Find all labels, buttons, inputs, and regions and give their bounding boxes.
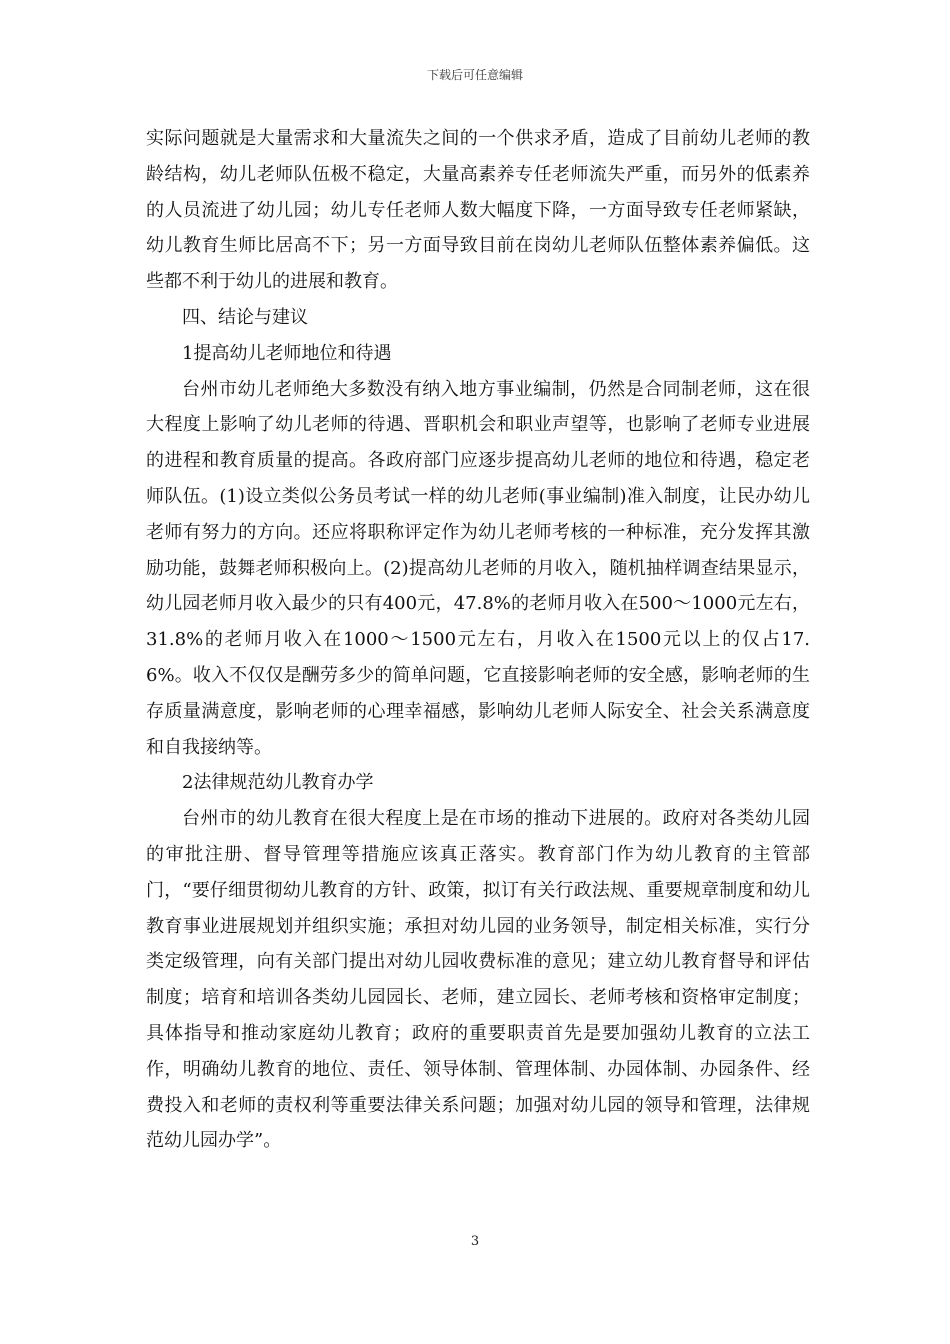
paragraph-legal-regulation: 台州市的幼儿教育在很大程度上是在市场的推动下进展的。政府对各类幼儿园的审批注册、督导管理等措施应该真正落实。教育部门作为幼儿教育的主管部门，“要仔细贯彻幼儿教育的方针、政策，拟订有关行政法规、重要规章制度和幼儿教育事业进展规划并组织实施；承担对幼儿园的业务领导，制定相关标准，实行分类定级管理，向有关部门提出对幼儿园收费标准的意见；建立幼儿教育督导和评估制度；培育和培训各类幼儿园园长、老师，建立园长、老师考核和资格审定制度；具体指导和推动家庭幼儿教育；政府的重要职责首先是要加强幼儿教育的立法工作，明确幼儿教育的地位、责任、领导体制、管理体制、办园体制、办园条件、经费投入和老师的责权利等重要法律关系问题；加强对幼儿园的领导和管理，法律规范幼儿园办学”。 <box>146 808 810 1152</box>
body-text <box>146 121 810 1159</box>
section-heading-conclusions: 四、结论与建议 <box>182 306 308 328</box>
paragraph-continuation: 实际问题就是大量需求和大量流失之间的一个供求矛盾，造成了目前幼儿老师的教龄结构，幼儿老师队伍极不稳定，大量高素养专任老师流失严重，而另外的低素养的人员流进了幼儿园；幼儿专任老师人数大幅度下降，一方面导致专任老师紧缺，幼儿教育生师比居高不下；另一方面导致目前在岗幼儿老师队伍整体素养偏低。这些都不利于幼儿的进展和教育。 <box>146 128 810 293</box>
page-number: 3 <box>470 1234 480 1249</box>
paragraph-status-and-pay: 台州市幼儿老师绝大多数没有纳入地方事业编制，仍然是合同制老师，这在很大程度上影响了幼儿老师的待遇、晋职机会和职业声望等，也影响了老师专业进展的进程和教育质量的提高。各政府部门应逐步提高幼儿老师的地位和待遇，稳定老师队伍。(1)设立类似公务员考试一样的幼儿老师(事业编制)准入制度，让民办幼儿老师有努力的方向。还应将职称评定作为幼儿老师考核的一种标准，充分发挥其激励功能，鼓舞老师积极向上。(2)提高幼儿老师的月收入，随机抽样调查结果显示，幼儿园老师月收入最少的只有400元，47.8%的老师月收入在500～1000元左右，31.8%的老师月收入在1000～1500元左右，月收入在1500元以上的仅占17.6%。收入不仅仅是酬劳多少的简单问题，它直接影响老师的安全感，影响老师的生存质量满意度，影响老师的心理幸福感，影响幼儿老师人际安全、社会关系满意度和自我接纳等。 <box>146 378 810 758</box>
subheading-improve-status: 1提高幼儿老师地位和待遇 <box>182 342 392 364</box>
subheading-legal-regulation: 2法律规范幼儿教育办学 <box>182 772 374 794</box>
page-header: 下载后可任意编辑 <box>426 68 523 82</box>
